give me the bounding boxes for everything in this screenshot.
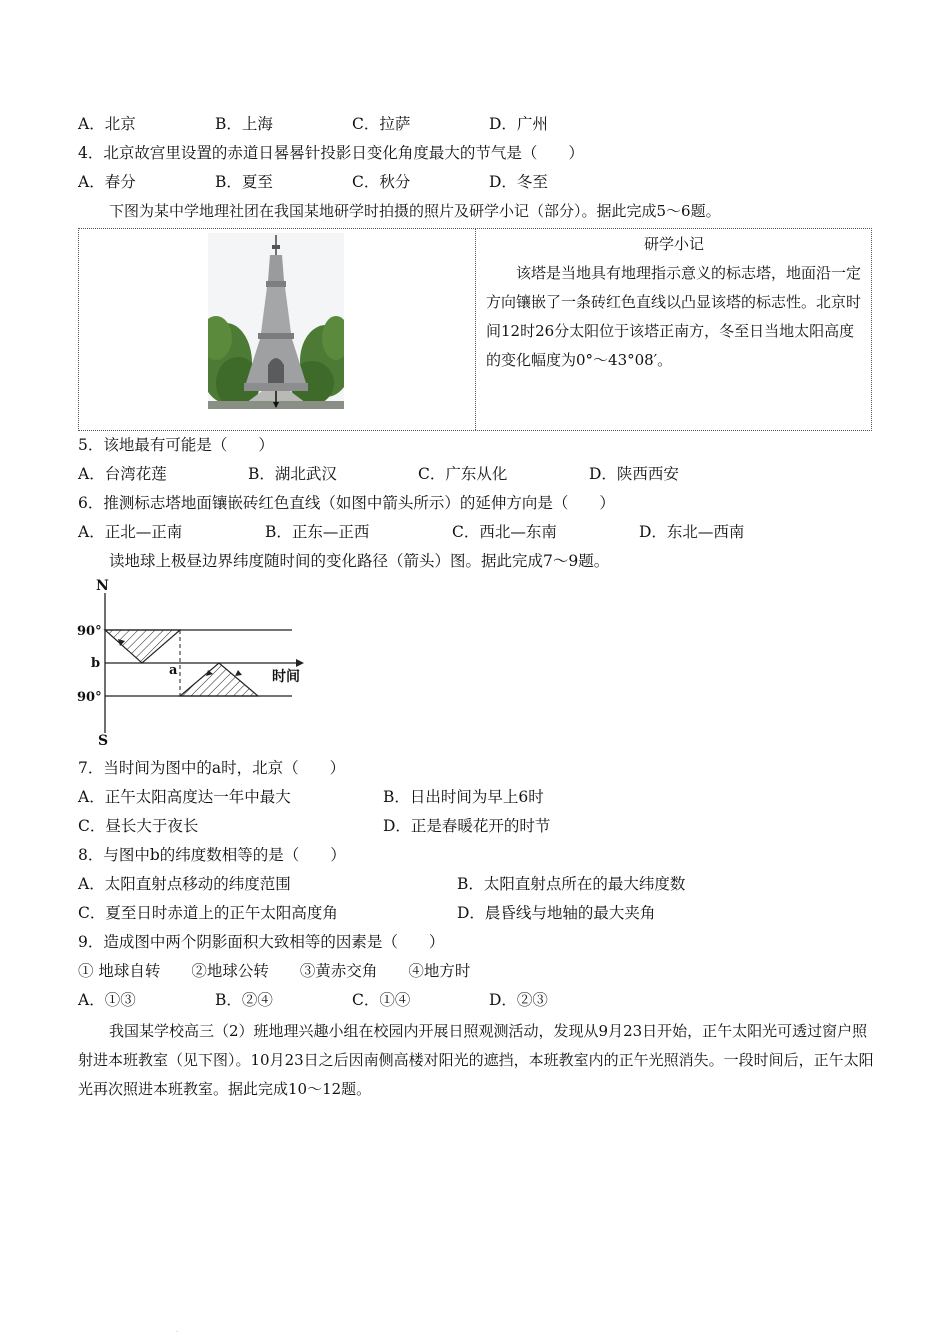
q8-option-c: C．夏至日时赤道上的正午太阳高度角 <box>78 904 338 922</box>
q7-option-a: A．正午太阳高度达一年中最大 <box>78 788 291 806</box>
graph-label-time: 时间 <box>272 669 300 685</box>
q5-option-d: D．陕西西安 <box>589 465 679 483</box>
intro-10-12: 我国某学校高三（2）班地理兴趣小组在校园内开展日照观测活动，发现从9月23日开始，正午太阳光可透过窗户照射进本班教室（见下图）。10月23日之后因南侧高楼对阳光的遮挡，本班教室内的正午光照消失。一段时间后，正午太阳光再次照进本班教室。据此完成10～12题。 <box>78 1022 874 1098</box>
q9-factors: ① 地球自转 ②地球公转 ③黄赤交角 ④地方时 <box>78 962 471 980</box>
q6-option-d: D．东北—西南 <box>639 523 745 541</box>
q7-option-b: B．日出时间为早上6时 <box>383 788 544 806</box>
q5-option-a: A．台湾花莲 <box>78 465 167 483</box>
q6-option-b: B．正东—正西 <box>265 523 370 541</box>
study-note-title: 研学小记 <box>643 235 704 253</box>
study-note-text: 该塔是当地具有地理指示意义的标志塔，地面沿一定方向镶嵌了一条砖红色直线以凸显该塔的标志性。北京时间12时26分太阳位于该塔正南方，冬至日当地太阳高度的变化幅度为0°～43°08′。 <box>486 264 862 369</box>
q8-option-d: D．晨昏线与地轴的最大夹角 <box>457 904 656 922</box>
graph-label-90-top: 90° <box>77 624 102 639</box>
graph-label-s: S <box>98 733 109 747</box>
q3-option-c: C．拉萨 <box>352 115 411 133</box>
q7-option-c: C．昼长大于夜长 <box>78 817 199 835</box>
q9-option-a: A．①③ <box>78 991 136 1009</box>
graph-label-b: b <box>91 656 101 671</box>
footer-mark: . <box>176 1327 178 1334</box>
intro-5-6: 下图为某中学地理社团在我国某地研学时拍摄的照片及研学小记（部分）。据此完成5～6题。 <box>109 202 721 220</box>
q3-option-d: D．广州 <box>489 115 548 133</box>
graph-label-n: N <box>96 578 109 594</box>
q5-stem: 5．该地最有可能是（ ） <box>78 436 274 454</box>
q4-option-a: A．春分 <box>78 173 136 191</box>
graph-label-90-bottom: 90° <box>77 690 102 705</box>
q4-option-c: C．秋分 <box>352 173 411 191</box>
q6-stem: 6．推测标志塔地面镶嵌砖红色直线（如图中箭头所示）的延伸方向是（ ） <box>78 494 615 512</box>
q8-option-b: B．太阳直射点所在的最大纬度数 <box>457 875 686 893</box>
graph-label-a: a <box>169 663 178 678</box>
q4-stem: 4．北京故宫里设置的赤道日晷晷针投影日变化角度最大的节气是（ ） <box>78 144 584 162</box>
q5-option-b: B．湖北武汉 <box>248 465 337 483</box>
q7-stem: 7．当时间为图中的a时，北京（ ） <box>78 759 346 777</box>
q7-option-d: D．正是春暖花开的时节 <box>383 817 551 835</box>
tower-photo <box>208 233 344 409</box>
q3-option-b: B．上海 <box>215 115 273 133</box>
q8-stem: 8．与图中b的纬度数相等的是（ ） <box>78 846 346 864</box>
q9-option-c: C．①④ <box>352 991 411 1009</box>
intro-7-9: 读地球上极昼边界纬度随时间的变化路径（箭头）图。据此完成7～9题。 <box>109 552 610 570</box>
q9-stem: 9．造成图中两个阴影面积大致相等的因素是（ ） <box>78 933 445 951</box>
polar-day-graph <box>74 575 314 747</box>
study-box <box>78 228 872 431</box>
q4-option-b: B．夏至 <box>215 173 273 191</box>
q9-option-b: B．②④ <box>215 991 273 1009</box>
q3-option-a: A．北京 <box>78 115 136 133</box>
q8-option-a: A．太阳直射点移动的纬度范围 <box>78 875 291 893</box>
q4-option-d: D．冬至 <box>489 173 548 191</box>
q9-option-d: D．②③ <box>489 991 548 1009</box>
q6-option-a: A．正北—正南 <box>78 523 183 541</box>
study-divider <box>475 229 476 430</box>
q6-option-c: C．西北—东南 <box>452 523 557 541</box>
q5-option-c: C．广东从化 <box>418 465 508 483</box>
